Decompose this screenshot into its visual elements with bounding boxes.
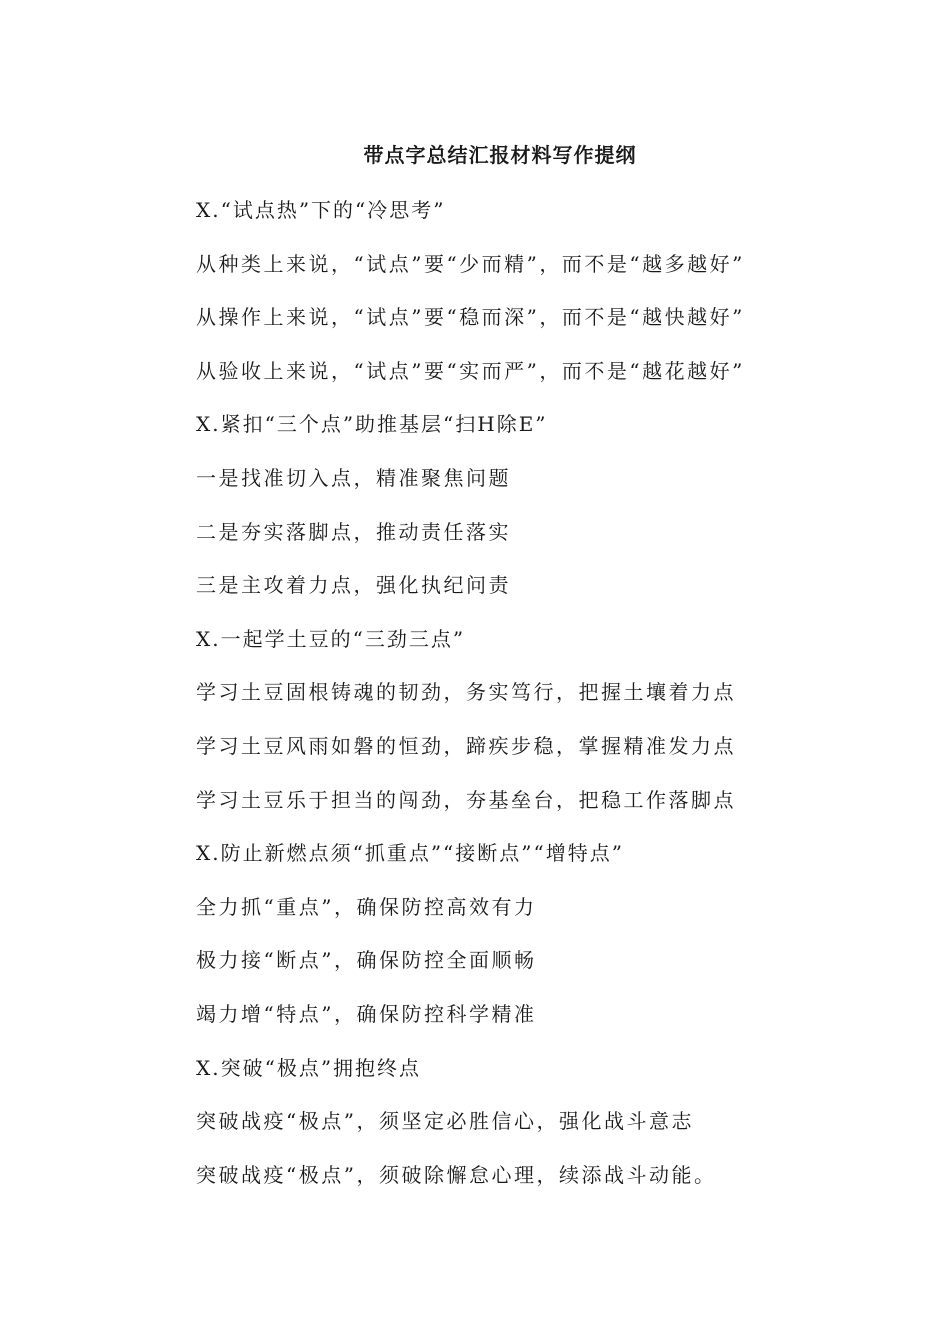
section-heading: X.一起学土豆的“三劲三点” [196,626,466,651]
outline-item: 突破战疫“极点”，须坚定必胜信心，强化战斗意志 [196,1109,694,1134]
section-heading: X.“试点热”下的“冷思考” [196,198,446,222]
outline-item: 竭力增“特点”，确保防控科学精准 [196,1001,537,1026]
section-heading: X.突破“极点”拥抱终点 [196,1055,422,1080]
outline-item: 学习土豆乐于担当的闯劲，夯基垒台，把稳工作落脚点 [196,787,736,812]
outline-item: 二是夯实落脚点，推动责任落实 [196,519,511,544]
outline-item: 学习土豆固根铸魂的韧劲，务实笃行，把握土壤着力点 [196,680,736,705]
outline-item: 突破战疫“极点”，须破除懈怠心理，续添战斗动能。 [196,1162,717,1187]
section-heading: X.紧扣“三个点”助推基层“扫H除E” [196,412,548,437]
outline-item: 从操作上来说，“试点”要“稳而深”，而不是“越快越好” [196,305,745,330]
section-heading: X.防止新燃点须“抓重点”“接断点”“增特点” [196,841,624,866]
outline-item: 极力接“断点”，确保防控全面顺畅 [196,948,537,973]
outline-item: 学习土豆风雨如磐的恒劲，蹄疾步稳，掌握精准发力点 [196,733,736,758]
document-title: 带点字总结汇报材料写作提纲 [363,143,637,167]
outline-item: 一是找准切入点，精准聚焦问题 [196,465,511,490]
document-body [196,191,896,1209]
outline-item: 全力抓“重点”，确保防控高效有力 [196,894,537,919]
outline-item: 从验收上来说，“试点”要“实而严”，而不是“越花越好” [196,358,745,383]
outline-item: 三是主攻着力点，强化执纪问责 [196,573,511,598]
outline-item: 从种类上来说，“试点”要“少而精”，而不是“越多越好” [196,251,745,276]
